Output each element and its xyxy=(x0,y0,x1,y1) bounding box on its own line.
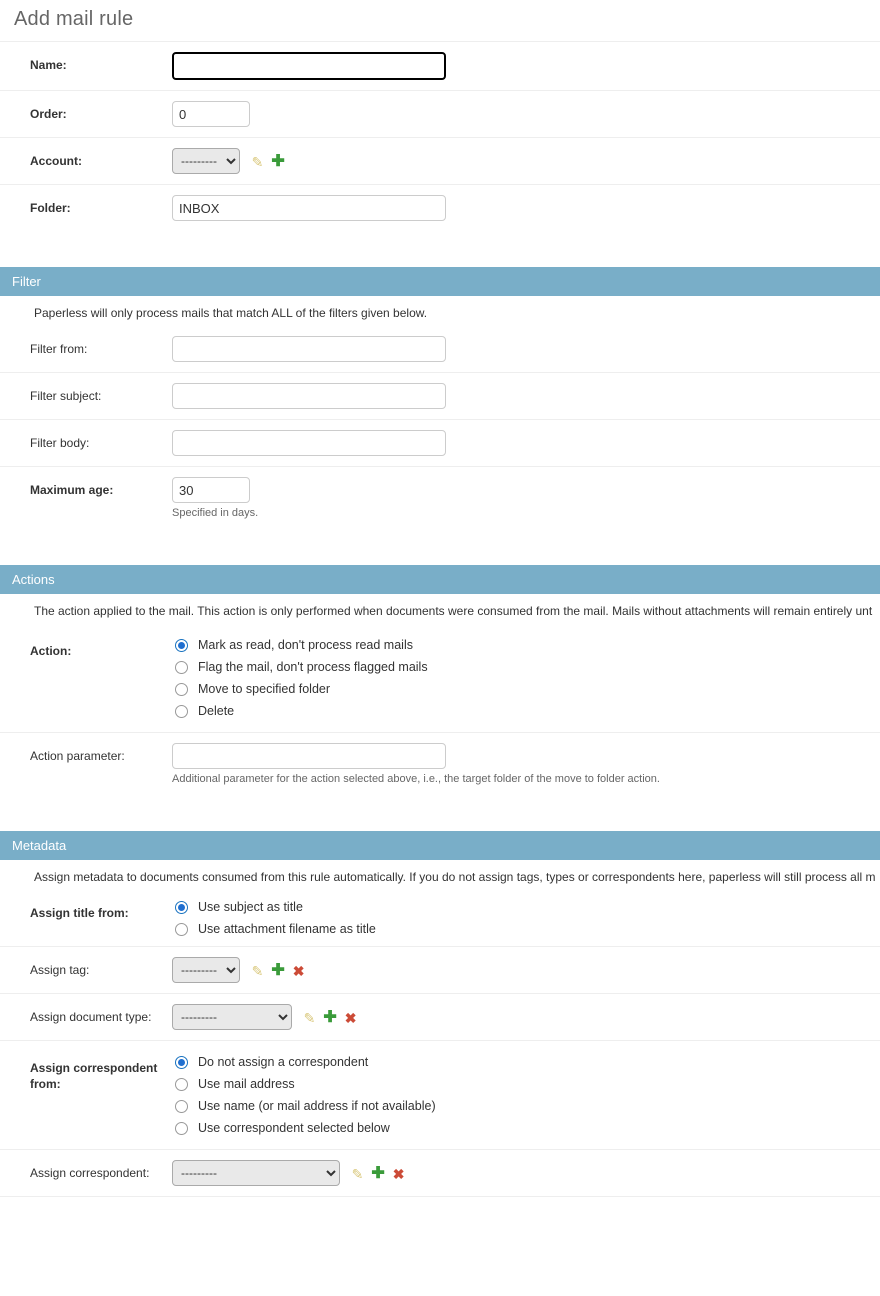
action-option-label: Mark as read, don't process read mails xyxy=(198,638,413,652)
correspondent-option-label: Do not assign a correspondent xyxy=(198,1055,369,1069)
account-select[interactable] xyxy=(172,148,240,174)
radio-icon[interactable] xyxy=(175,639,188,652)
maximum-age-label: Maximum age: xyxy=(30,483,114,497)
name-input[interactable] xyxy=(172,52,446,80)
correspondent-option-label: Use correspondent selected below xyxy=(198,1121,390,1135)
form-row-filter-from xyxy=(0,326,880,372)
assign-title-option-label: Use attachment filename as title xyxy=(198,922,376,936)
radio-icon[interactable] xyxy=(175,661,188,674)
spacer-after-actions xyxy=(0,795,880,817)
radio-icon[interactable] xyxy=(175,901,188,914)
action-option-mark-read[interactable] xyxy=(172,638,880,652)
radio-icon[interactable] xyxy=(175,1100,188,1113)
filter-from-label: Filter from: xyxy=(30,342,88,356)
assign-document-type-cell xyxy=(170,1004,880,1030)
form-row-order xyxy=(0,90,880,137)
mail-rule-form xyxy=(0,41,880,1226)
add-plus-icon[interactable]: ✚ xyxy=(271,961,285,979)
add-plus-icon[interactable]: ✚ xyxy=(323,1008,337,1026)
assign-document-type-select[interactable] xyxy=(172,1004,292,1030)
account-tools xyxy=(251,152,285,170)
maximum-age-help: Specified in days. xyxy=(172,507,259,519)
assign-title-label: Assign title from: xyxy=(30,906,129,920)
filter-subject-cell xyxy=(170,383,880,409)
form-bottom-divider xyxy=(0,1196,880,1226)
action-option-move[interactable] xyxy=(172,682,880,696)
action-options-cell xyxy=(170,638,880,718)
correspondent-option-label: Use name (or mail address if not available) xyxy=(198,1099,436,1113)
section-header-metadata: Metadata xyxy=(0,831,880,860)
filter-description: Paperless will only process mails that match ALL of the filters given below. xyxy=(34,306,428,320)
edit-pencil-icon[interactable]: ✎ xyxy=(251,962,264,979)
form-row-filter-body xyxy=(0,419,880,466)
section-header-actions: Actions xyxy=(0,565,880,594)
action-parameter-input[interactable] xyxy=(172,743,446,769)
add-plus-icon[interactable]: ✚ xyxy=(271,152,285,170)
edit-pencil-icon[interactable]: ✎ xyxy=(251,153,264,170)
filter-body-cell xyxy=(170,430,880,456)
order-input[interactable] xyxy=(172,101,250,127)
assign-tag-select[interactable] xyxy=(172,957,240,983)
actions-description: The action applied to the mail. This action is only performed when documents were consumed from the mail. Mails without attachments will remain entirely unt xyxy=(34,604,873,618)
maximum-age-input[interactable] xyxy=(172,477,250,503)
correspondent-from-radio-group xyxy=(172,1055,880,1135)
account-label: Account: xyxy=(30,154,82,168)
name-field-cell xyxy=(170,52,880,80)
delete-cross-icon[interactable]: ✖ xyxy=(344,1009,357,1026)
assign-correspondent-cell xyxy=(170,1160,880,1186)
folder-label: Folder: xyxy=(30,201,71,215)
radio-icon[interactable] xyxy=(175,705,188,718)
spacer-after-filter xyxy=(0,529,880,551)
filter-subject-label: Filter subject: xyxy=(30,389,102,403)
form-row-maximum-age xyxy=(0,466,880,529)
action-option-flag[interactable] xyxy=(172,660,880,674)
form-row-assign-correspondent-from xyxy=(0,1040,880,1149)
filter-from-cell xyxy=(170,336,880,362)
name-label: Name: xyxy=(30,58,67,72)
filter-from-input[interactable] xyxy=(172,336,446,362)
action-option-label: Flag the mail, don't process flagged mails xyxy=(198,660,428,674)
correspondent-option-none[interactable] xyxy=(172,1055,880,1069)
assign-tag-cell xyxy=(170,957,880,983)
form-row-assign-tag xyxy=(0,946,880,993)
form-row-assign-title xyxy=(0,890,880,946)
assign-title-radio-group xyxy=(172,900,880,936)
order-label: Order: xyxy=(30,107,67,121)
account-field-cell xyxy=(170,148,880,174)
folder-field-cell xyxy=(170,195,880,221)
form-row-action-parameter xyxy=(0,732,880,795)
edit-pencil-icon[interactable]: ✎ xyxy=(303,1009,316,1026)
assign-tag-tools xyxy=(251,961,305,979)
edit-pencil-icon[interactable]: ✎ xyxy=(351,1165,364,1182)
radio-icon[interactable] xyxy=(175,683,188,696)
filter-body-label: Filter body: xyxy=(30,436,90,450)
assign-correspondent-select[interactable] xyxy=(172,1160,340,1186)
section-header-filter: Filter xyxy=(0,267,880,296)
folder-input[interactable] xyxy=(172,195,446,221)
radio-icon[interactable] xyxy=(175,1122,188,1135)
action-option-delete[interactable] xyxy=(172,704,880,718)
action-radio-group xyxy=(172,638,880,718)
correspondent-option-name[interactable] xyxy=(172,1099,880,1113)
form-row-assign-document-type xyxy=(0,993,880,1040)
metadata-description: Assign metadata to documents consumed from this rule automatically. If you do not assign tags, types or correspondents here, paperless will still process all m xyxy=(34,870,876,884)
form-row-assign-correspondent xyxy=(0,1149,880,1196)
assign-correspondent-from-label: Assign correspondent from: xyxy=(30,1061,158,1091)
form-row-action xyxy=(0,624,880,732)
correspondent-option-label: Use mail address xyxy=(198,1077,295,1091)
assign-document-type-label: Assign document type: xyxy=(30,1010,152,1024)
assign-title-option-subject[interactable] xyxy=(172,900,880,914)
filter-body-input[interactable] xyxy=(172,430,446,456)
action-parameter-label: Action parameter: xyxy=(30,749,125,763)
action-parameter-help: Additional parameter for the action selected above, i.e., the target folder of the move to folder action. xyxy=(172,773,660,785)
assign-document-type-tools xyxy=(303,1008,357,1026)
delete-cross-icon[interactable]: ✖ xyxy=(392,1165,405,1182)
assign-correspondent-label: Assign correspondent: xyxy=(30,1166,150,1180)
form-row-account xyxy=(0,137,880,184)
spacer-after-basic xyxy=(0,231,880,253)
add-plus-icon[interactable]: ✚ xyxy=(371,1164,385,1182)
maximum-age-cell xyxy=(170,477,880,519)
assign-title-options-cell xyxy=(170,900,880,936)
radio-icon[interactable] xyxy=(175,1056,188,1069)
action-option-label: Delete xyxy=(198,704,235,718)
action-option-label: Move to specified folder xyxy=(198,682,331,696)
order-field-cell xyxy=(170,101,880,127)
action-label: Action: xyxy=(30,644,72,658)
filter-subject-input[interactable] xyxy=(172,383,446,409)
assign-correspondent-from-options-cell xyxy=(170,1055,880,1135)
correspondent-option-selected-below[interactable] xyxy=(172,1121,880,1135)
form-row-filter-subject xyxy=(0,372,880,419)
radio-icon[interactable] xyxy=(175,1078,188,1091)
assign-title-option-label: Use subject as title xyxy=(198,900,303,914)
action-parameter-cell xyxy=(170,743,880,785)
radio-icon[interactable] xyxy=(175,923,188,936)
form-row-name xyxy=(0,41,880,90)
form-row-folder xyxy=(0,184,880,231)
assign-correspondent-tools xyxy=(351,1164,405,1182)
delete-cross-icon[interactable]: ✖ xyxy=(292,962,305,979)
assign-title-option-filename[interactable] xyxy=(172,922,880,936)
page-title: Add mail rule xyxy=(14,8,134,30)
correspondent-option-mail-address[interactable] xyxy=(172,1077,880,1091)
assign-tag-label: Assign tag: xyxy=(30,963,90,977)
